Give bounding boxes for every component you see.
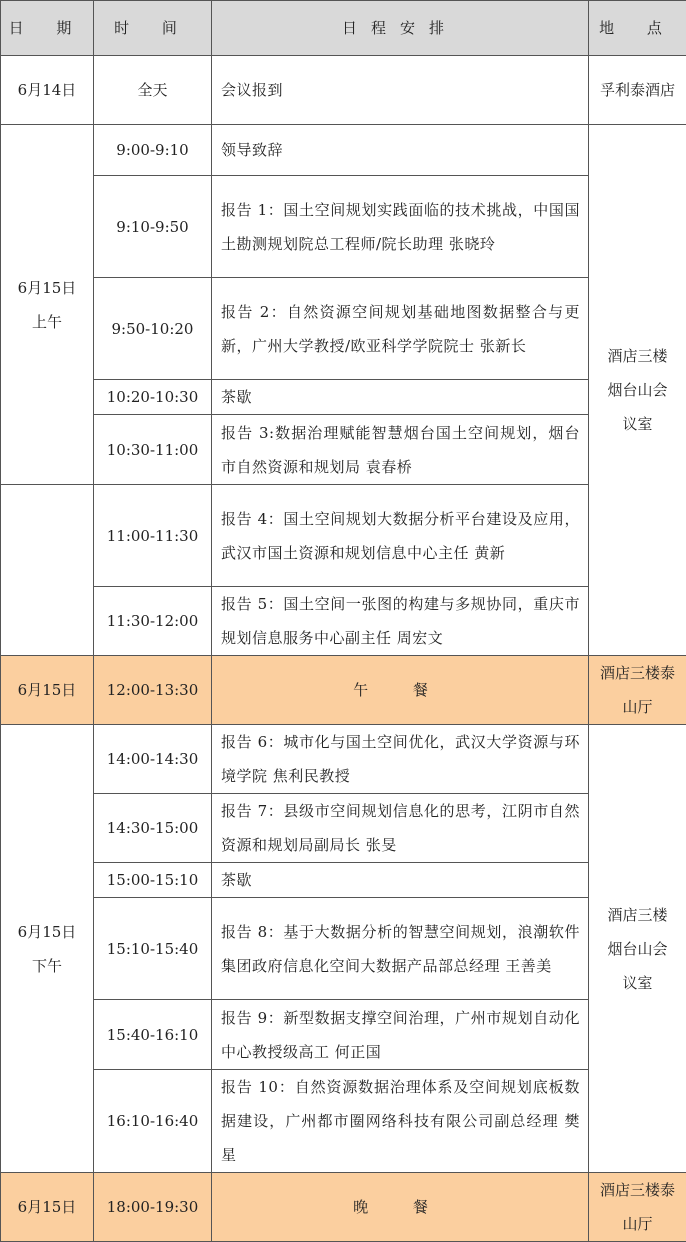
time-cell: 12:00-13:30: [94, 656, 212, 725]
table-row: [1, 725, 686, 794]
table-row: [1, 794, 686, 863]
table-row: [1, 176, 686, 278]
table-row: [1, 56, 686, 125]
agenda-cell: 茶歇: [212, 380, 589, 415]
time-cell: 14:30-15:00: [94, 794, 212, 863]
agenda-cell: 报告 6：城市化与国土空间优化，武汉大学资源与环境学院 焦利民教授: [212, 725, 589, 794]
date-cell-empty: [1, 485, 94, 656]
time-cell: 15:40-16:10: [94, 1000, 212, 1070]
agenda-cell: 报告 1：国土空间规划实践面临的技术挑战，中国国土勘测规划院总工程师/院长助理 张晓玲: [212, 176, 589, 278]
time-cell: 全天: [94, 56, 212, 125]
date-cell: 6月15日: [1, 1173, 94, 1242]
agenda-cell: 午 餐: [212, 656, 589, 725]
venue-cell: 酒店三楼泰山厅: [589, 656, 686, 725]
header-venue: 地 点: [589, 1, 686, 56]
agenda-cell: 报告 3:数据治理赋能智慧烟台国土空间规划，烟台市自然资源和规划局 袁春桥: [212, 415, 589, 485]
agenda-cell: 晚 餐: [212, 1173, 589, 1242]
date-cell: 6月15日: [1, 656, 94, 725]
table-row: [1, 485, 686, 587]
agenda-cell: 会议报到: [212, 56, 589, 125]
venue-cell: 酒店三楼泰山厅: [589, 1173, 686, 1242]
agenda-cell: 报告 10：自然资源数据治理体系及空间规划底板数据建设，广州都市圈网络科技有限公司副总经理 樊星: [212, 1070, 589, 1173]
time-cell: 16:10-16:40: [94, 1070, 212, 1173]
venue-cell: 酒店三楼烟台山会议室: [589, 125, 686, 656]
time-cell: 9:50-10:20: [94, 278, 212, 380]
time-cell: 11:00-11:30: [94, 485, 212, 587]
time-cell: 18:00-19:30: [94, 1173, 212, 1242]
time-cell: 14:00-14:30: [94, 725, 212, 794]
header-row: [1, 1, 686, 56]
agenda-cell: 报告 7：县级市空间规划信息化的思考，江阴市自然资源和规划局副局长 张旻: [212, 794, 589, 863]
table-row: [1, 1070, 686, 1173]
time-cell: 10:30-11:00: [94, 415, 212, 485]
table-row: [1, 898, 686, 1000]
table-row: [1, 278, 686, 380]
time-cell: 10:20-10:30: [94, 380, 212, 415]
agenda-cell: 报告 8：基于大数据分析的智慧空间规划，浪潮软件集团政府信息化空间大数据产品部总经理 王善美: [212, 898, 589, 1000]
date-cell: 6月15日下午: [1, 725, 94, 1173]
time-cell: 11:30-12:00: [94, 587, 212, 656]
venue-cell: 孚利泰酒店: [589, 56, 686, 125]
lunch-row: [1, 656, 686, 725]
header-agenda: 日程安排: [212, 1, 589, 56]
venue-cell: 酒店三楼烟台山会议室: [589, 725, 686, 1173]
date-cell: 6月15日上午: [1, 125, 94, 485]
dinner-row: [1, 1173, 686, 1242]
agenda-cell: 茶歇: [212, 863, 589, 898]
agenda-cell: 报告 9：新型数据支撑空间治理，广州市规划自动化中心教授级高工 何正国: [212, 1000, 589, 1070]
agenda-cell: 报告 2：自然资源空间规划基础地图数据整合与更新，广州大学教授/欧亚科学学院院士 张新长: [212, 278, 589, 380]
time-cell: 9:00-9:10: [94, 125, 212, 176]
agenda-cell: 报告 4：国土空间规划大数据分析平台建设及应用，武汉市国土资源和规划信息中心主任 黄新: [212, 485, 589, 587]
table-row: [1, 415, 686, 485]
table-row: [1, 380, 686, 415]
table-row: [1, 1000, 686, 1070]
date-cell: 6月14日: [1, 56, 94, 125]
agenda-cell: 报告 5：国土空间一张图的构建与多规协同，重庆市规划信息服务中心副主任 周宏文: [212, 587, 589, 656]
table-row: [1, 587, 686, 656]
table-row: [1, 863, 686, 898]
agenda-cell: 领导致辞: [212, 125, 589, 176]
table-row: [1, 125, 686, 176]
header-date: 日 期: [1, 1, 94, 56]
time-cell: 15:10-15:40: [94, 898, 212, 1000]
header-time: 时 间: [94, 1, 212, 56]
time-cell: 15:00-15:10: [94, 863, 212, 898]
time-cell: 9:10-9:50: [94, 176, 212, 278]
